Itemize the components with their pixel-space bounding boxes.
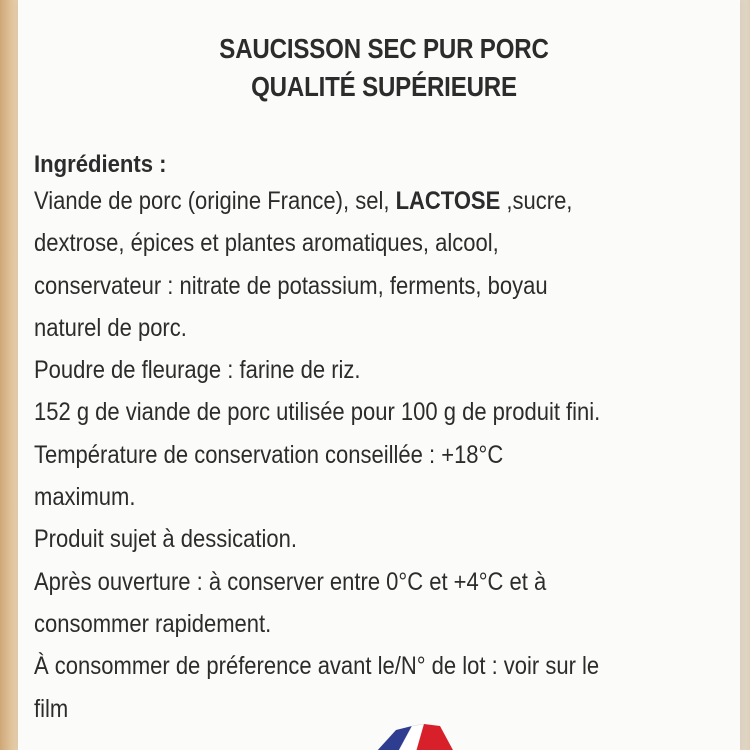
label-text-block [34,30,734,730]
storage-temperature-line-1: Température de conservation conseillée : +18°C [34,440,504,469]
ingredients-line-4: naturel de porc. [34,313,187,342]
best-before-line-1: À consommer de préference avant le/N° de lot : voir sur le [34,652,600,681]
product-title-line-2: QUALITÉ SUPÉRIEURE [251,71,517,102]
dusting-powder-line: Poudre de fleurage : farine de riz. [34,356,361,385]
storage-temperature-line-2: maximum. [34,483,136,512]
ingredients-line-2: dextrose, épices et plantes aromatiques, alcool, [34,229,499,258]
ingredients-heading: Ingrédients : [34,151,167,178]
allergen-lactose: LACTOSE [395,187,501,215]
meat-ratio-line: 152 g de viande de porc utilisée pour 100 g de produit fini. [34,398,601,427]
product-label [18,0,740,750]
after-opening-line-1: Après ouverture : à conserver entre 0°C et +4°C et à [34,567,547,596]
ingredients-text-a: Viande de porc (origine France), sel, [34,187,396,215]
after-opening-line-2: consommer rapidement. [34,609,272,638]
ingredients-line-1 [34,180,650,222]
best-before-line-2: film [34,694,69,723]
ingredients-text-b: ,sucre, [500,187,573,215]
french-flag-icon [358,712,468,750]
ingredients-line-3: conservateur : nitrate de potassium, ferments, boyau [34,271,548,300]
product-title-line-1: SAUCISSON SEC PUR PORC [219,33,549,64]
desiccation-line: Produit sujet à dessication. [34,525,297,554]
